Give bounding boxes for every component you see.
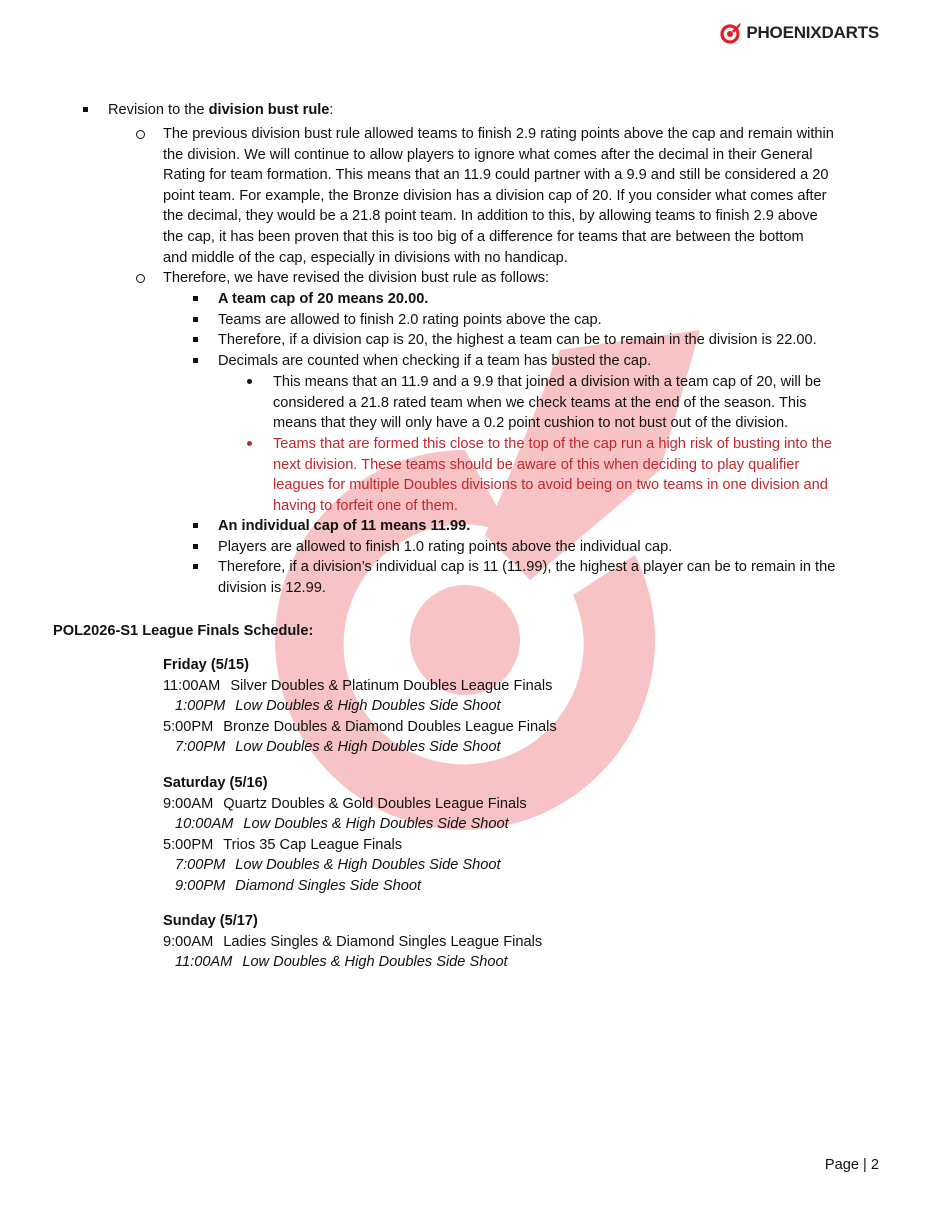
event-name: Bronze Doubles & Diamond Doubles League Finals — [223, 718, 557, 735]
event-name: Ladies Singles & Diamond Singles League Finals — [223, 933, 543, 950]
phoenix-logo-icon — [720, 22, 742, 44]
individual-rule: Therefore, if a division’s individual cap is 11 (11.99), the highest a player can be to remain in the — [218, 559, 836, 575]
side-shoot-row — [175, 876, 421, 896]
finals-row — [163, 676, 552, 696]
dot-bullet — [247, 379, 252, 384]
square-bullet — [193, 544, 198, 549]
schedule-title: POL2026-S1 League Finals Schedule: — [53, 623, 314, 639]
event-time: 9:00PM — [175, 878, 226, 894]
event-name: Trios 35 Cap League Finals — [223, 836, 403, 853]
paragraph-line: point team. For example, the Bronze division has a division cap of 20. If you consider what comes after — [163, 187, 827, 204]
day-heading: Sunday (5/17) — [163, 913, 258, 929]
paragraph-line: the decimal, they would be a 21.8 point team. In addition to this, by allowing teams to finish 2.9 above — [163, 208, 818, 225]
event-time: 11:00AM — [163, 677, 221, 694]
individual-rule: Players are allowed to finish 1.0 rating points above the individual cap. — [218, 539, 673, 555]
example-line: means that they will only have a 0.2 point cushion to not bust out of the division. — [273, 415, 789, 432]
square-bullet — [83, 107, 88, 112]
paragraph-line: The previous division bust rule allowed teams to finish 2.9 rating points above the cap and remain within — [163, 126, 834, 142]
warning-line: next division. These teams should be aware of this when deciding to play qualifier — [273, 456, 800, 473]
event-time: 1:00PM — [175, 698, 226, 715]
team-rule: Therefore, if a division cap is 20, the highest a team can be to remain in the division is 22.00. — [218, 332, 817, 348]
square-bullet — [193, 358, 198, 363]
individual-rule: An individual cap of 11 means 11.99. — [218, 518, 471, 534]
example-line: considered a 21.8 rated team when we check teams at the end of the season. This — [273, 394, 807, 411]
event-name: Diamond Singles Side Shoot — [235, 878, 422, 894]
square-bullet — [193, 564, 198, 569]
side-shoot-row — [175, 814, 509, 834]
circle-bullet — [136, 130, 145, 139]
paragraph-line: and middle of the cap, especially in divisions with no handicap. — [163, 249, 568, 266]
side-shoot-row — [175, 855, 501, 875]
event-name: Silver Doubles & Platinum Doubles League Finals — [230, 677, 553, 694]
event-name: Low Doubles & High Doubles Side Shoot — [235, 698, 501, 715]
event-time: 5:00PM — [163, 718, 214, 735]
brand-name: PHOENIXDARTS — [746, 23, 879, 42]
event-name: Low Doubles & High Doubles Side Shoot — [243, 816, 509, 833]
side-shoot-row — [175, 696, 501, 716]
example-line: This means that an 11.9 and a 9.9 that joined a division with a team cap of 20, will be — [273, 374, 822, 390]
finals-row — [163, 794, 527, 814]
event-time: 9:00AM — [163, 795, 214, 812]
event-name: Low Doubles & High Doubles Side Shoot — [235, 857, 501, 874]
intro-bold: division bust rule — [208, 102, 330, 118]
event-time: 7:00PM — [175, 857, 226, 874]
warning-line: Teams that are formed this close to the top of the cap run a high risk of busting into the — [273, 436, 832, 452]
warning-line: having to forfeit one of them. — [273, 497, 458, 514]
event-time: 7:00PM — [175, 739, 226, 756]
day-heading: Saturday (5/16) — [163, 775, 268, 791]
square-bullet — [193, 317, 198, 322]
side-shoot-row — [175, 737, 501, 757]
event-time: 10:00AM — [175, 816, 234, 833]
finals-row — [163, 835, 402, 855]
paragraph-line: the cap, it has been proven that this is too big of a difference for teams that are between the bottom — [163, 229, 804, 245]
team-rule: A team cap of 20 means 20.00. — [218, 291, 429, 307]
square-bullet — [193, 523, 198, 528]
event-name: Low Doubles & High Doubles Side Shoot — [235, 739, 501, 756]
team-rule: Teams are allowed to finish 2.0 rating points above the cap. — [218, 311, 602, 328]
paragraph-line: the division. We will continue to allow players to ignore what comes after the decimal in their General — [163, 146, 813, 163]
day-heading: Friday (5/15) — [163, 657, 249, 673]
square-bullet — [193, 296, 198, 301]
event-time: 9:00AM — [163, 933, 214, 950]
brand-logo — [720, 22, 879, 44]
red-dot-bullet — [247, 441, 252, 446]
page-number: Page | 2 — [824, 1157, 879, 1173]
square-bullet — [193, 337, 198, 342]
event-name: Quartz Doubles & Gold Doubles League Finals — [223, 795, 527, 812]
finals-row — [163, 932, 542, 952]
event-time: 11:00AM — [175, 954, 233, 971]
paragraph-line: Rating for team formation. This means that an 11.9 could partner with a 9.9 and still be considered a 20 — [163, 167, 829, 184]
paragraph-line: Therefore, we have revised the division bust rule as follows: — [163, 270, 550, 286]
intro-suffix: : — [329, 102, 334, 118]
event-time: 5:00PM — [163, 836, 214, 853]
bust-rule-intro — [108, 100, 333, 120]
finals-row — [163, 717, 557, 737]
team-rule: Decimals are counted when checking if a team has busted the cap. — [218, 352, 652, 369]
individual-rule: division is 12.99. — [218, 580, 326, 596]
event-name: Low Doubles & High Doubles Side Shoot — [242, 954, 508, 971]
warning-line: leagues for multiple Doubles divisions to avoid being on two teams in one division and — [273, 477, 828, 494]
side-shoot-row — [175, 952, 508, 972]
circle-bullet — [136, 274, 145, 283]
intro-prefix: Revision to the — [108, 102, 209, 118]
